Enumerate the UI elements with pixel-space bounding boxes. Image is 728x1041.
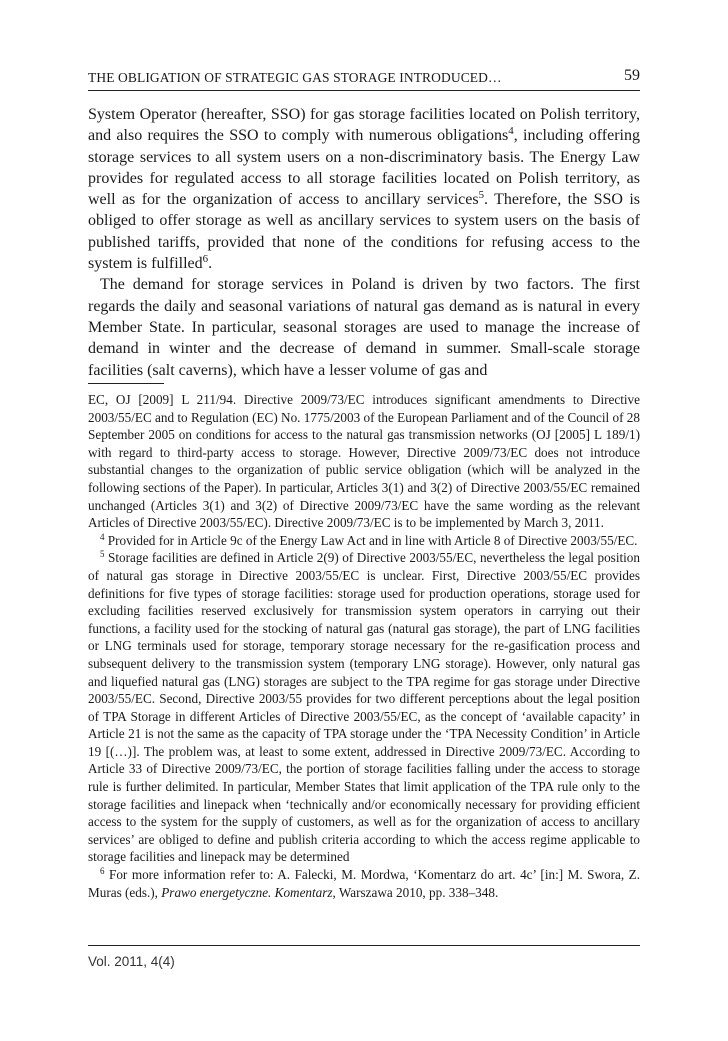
footnote-6-text: For more information refer to: A. Falecki, M. Mordwa, ‘Komentarz do art. 4c’ [in:] M. Swora, Z. Muras (eds.), xyxy=(88,867,640,900)
running-head-title: THE OBLIGATION OF STRATEGIC GAS STORAGE INTRODUCED… xyxy=(88,70,502,85)
paragraph-2: The demand for storage services in Poland is driven by two factors. The first regards the daily and seasonal variations of natural gas demand as is natural in every Member State. In particular, seasonal storages are used to manage the increase of demand in winter and the decrease of demand in summer. Small-scale storage facilities (salt caverns), which have a lesser volume of gas and xyxy=(88,276,640,379)
footnote-ref-4[interactable]: 4 xyxy=(508,125,514,138)
paragraph-1-part-4: . xyxy=(208,255,213,273)
footnote-4 xyxy=(88,532,640,550)
footnote-separator xyxy=(88,383,164,384)
footnote-4-text: Provided for in Article 9c of the Energy Law Act and in line with Article 8 of Directive 2003/55/EC. xyxy=(107,532,638,548)
page-number: 59 xyxy=(624,67,640,84)
volume-info: Vol. 2011, 4(4) xyxy=(88,954,175,969)
footer-rule xyxy=(88,945,640,946)
footnote-ref-5[interactable]: 5 xyxy=(478,189,485,202)
footnote-5-text: Storage facilities are defined in Article 2(9) of Directive 2003/55/EC, nevertheless the legal position of natural gas storage in Directive 2003/55/EC is unclear. First, Directive 2003/55/EC provides definitions for five types of storage facilities: storage used for production operations, storage used for excluding facilities reserved exclusively for transmission system operators in carrying out their functions, a facility used for the stocking of natural gas (natural gas storage), the part of LNG facilities or LNG terminals used for storage, temporary storage necessary for the re-gasification process and subsequent delivery to the transmission system (temporary LNG storage). However, only natural gas and liquefied natural gas (LNG) storages are subject to the TPA regime for gas storage under Directive 2003/55/EC. Second, Directive 2003/55 provides for two different perceptions about the legal position of TPA Storage in different Articles of Directive 2003/55/EC, as the concept of ‘available capacity’ in Article 21 is not the same as the capacity of TPA storage under the ‘TPA Necessity Condition’ in Article 19 [(…)]. The problem was, at least to some extent, addressed in Directive 2009/73/EC. According to Article 33 of Directive 2009/73/EC, the portion of storage facilities falling under the access to storage rule is further delimited. In particular, Member States that limit application of the TPA rule only to the storage facilities and linepack when ‘technically and/or economically necessary for providing efficient access to the system for the supply of customers, as well as for the organization of access to ancillary services’ are obliged to define and publish criteria according to which the access regime applicable to storage facilities and linepack may be determined xyxy=(88,550,640,865)
footnote-6-number: 6 xyxy=(100,866,105,877)
footnote-6-book-title: Prawo energetyczne. Komentarz xyxy=(161,884,333,900)
footnote-continuation: EC, OJ [2009] L 211/94. Directive 2009/73/EC introduces significant amendments to Directive 2003/55/EC and to Regulation (EC) No. 1775/2003 of the European Parliament and of the Council of 28 September 2005 on conditions for access to the natural gas transmission networks (OJ [2005] L 189/1) with regard to third-party access to storage. However, Directive 2009/73/EC does not introduce substantial changes to the organization of public service obligation (which will be analyzed in the following sections of the Paper). In particular, Articles 3(1) and 3(2) of Directive 2003/55/EC remained unchanged (Articles 3(1) and 3(2) of Directive 2009/73/EC have the same wording as the relevant Articles of Directive 2003/55/EC). Directive 2009/73/EC is to be implemented by March 3, 2011. xyxy=(88,392,640,531)
running-head xyxy=(88,67,640,91)
paragraph-1-part-2: , including offering storage services to all system users on a non-discriminatory basis. The Energy Law provides for regulated access to all storage facilities located on Polish territory, as well as for the organization of access to ancillary services xyxy=(88,127,640,209)
paragraph-1-part-3: . Therefore, the SSO is obliged to offer storage as well as ancillary services to system users on the basis of published tariffs, provided that none of the conditions for refusing access to the system is fulfilled xyxy=(88,191,641,273)
footnote-6-citation: , Warszawa 2010, pp. 338–348. xyxy=(332,884,499,900)
paragraph-1-part-1: System Operator (hereafter, SSO) for gas storage facilities located on Polish territory, and also requires the SSO to comply with numerous obligations xyxy=(88,106,640,145)
footnote-5 xyxy=(88,549,640,866)
footnote-5-number: 5 xyxy=(100,549,105,560)
footnote-6 xyxy=(88,866,640,901)
footnote-4-number: 4 xyxy=(100,531,105,542)
footnotes xyxy=(88,391,640,901)
body-text xyxy=(88,104,640,381)
paragraph-1 xyxy=(88,104,640,274)
footnote-ref-6[interactable]: 6 xyxy=(202,253,209,266)
